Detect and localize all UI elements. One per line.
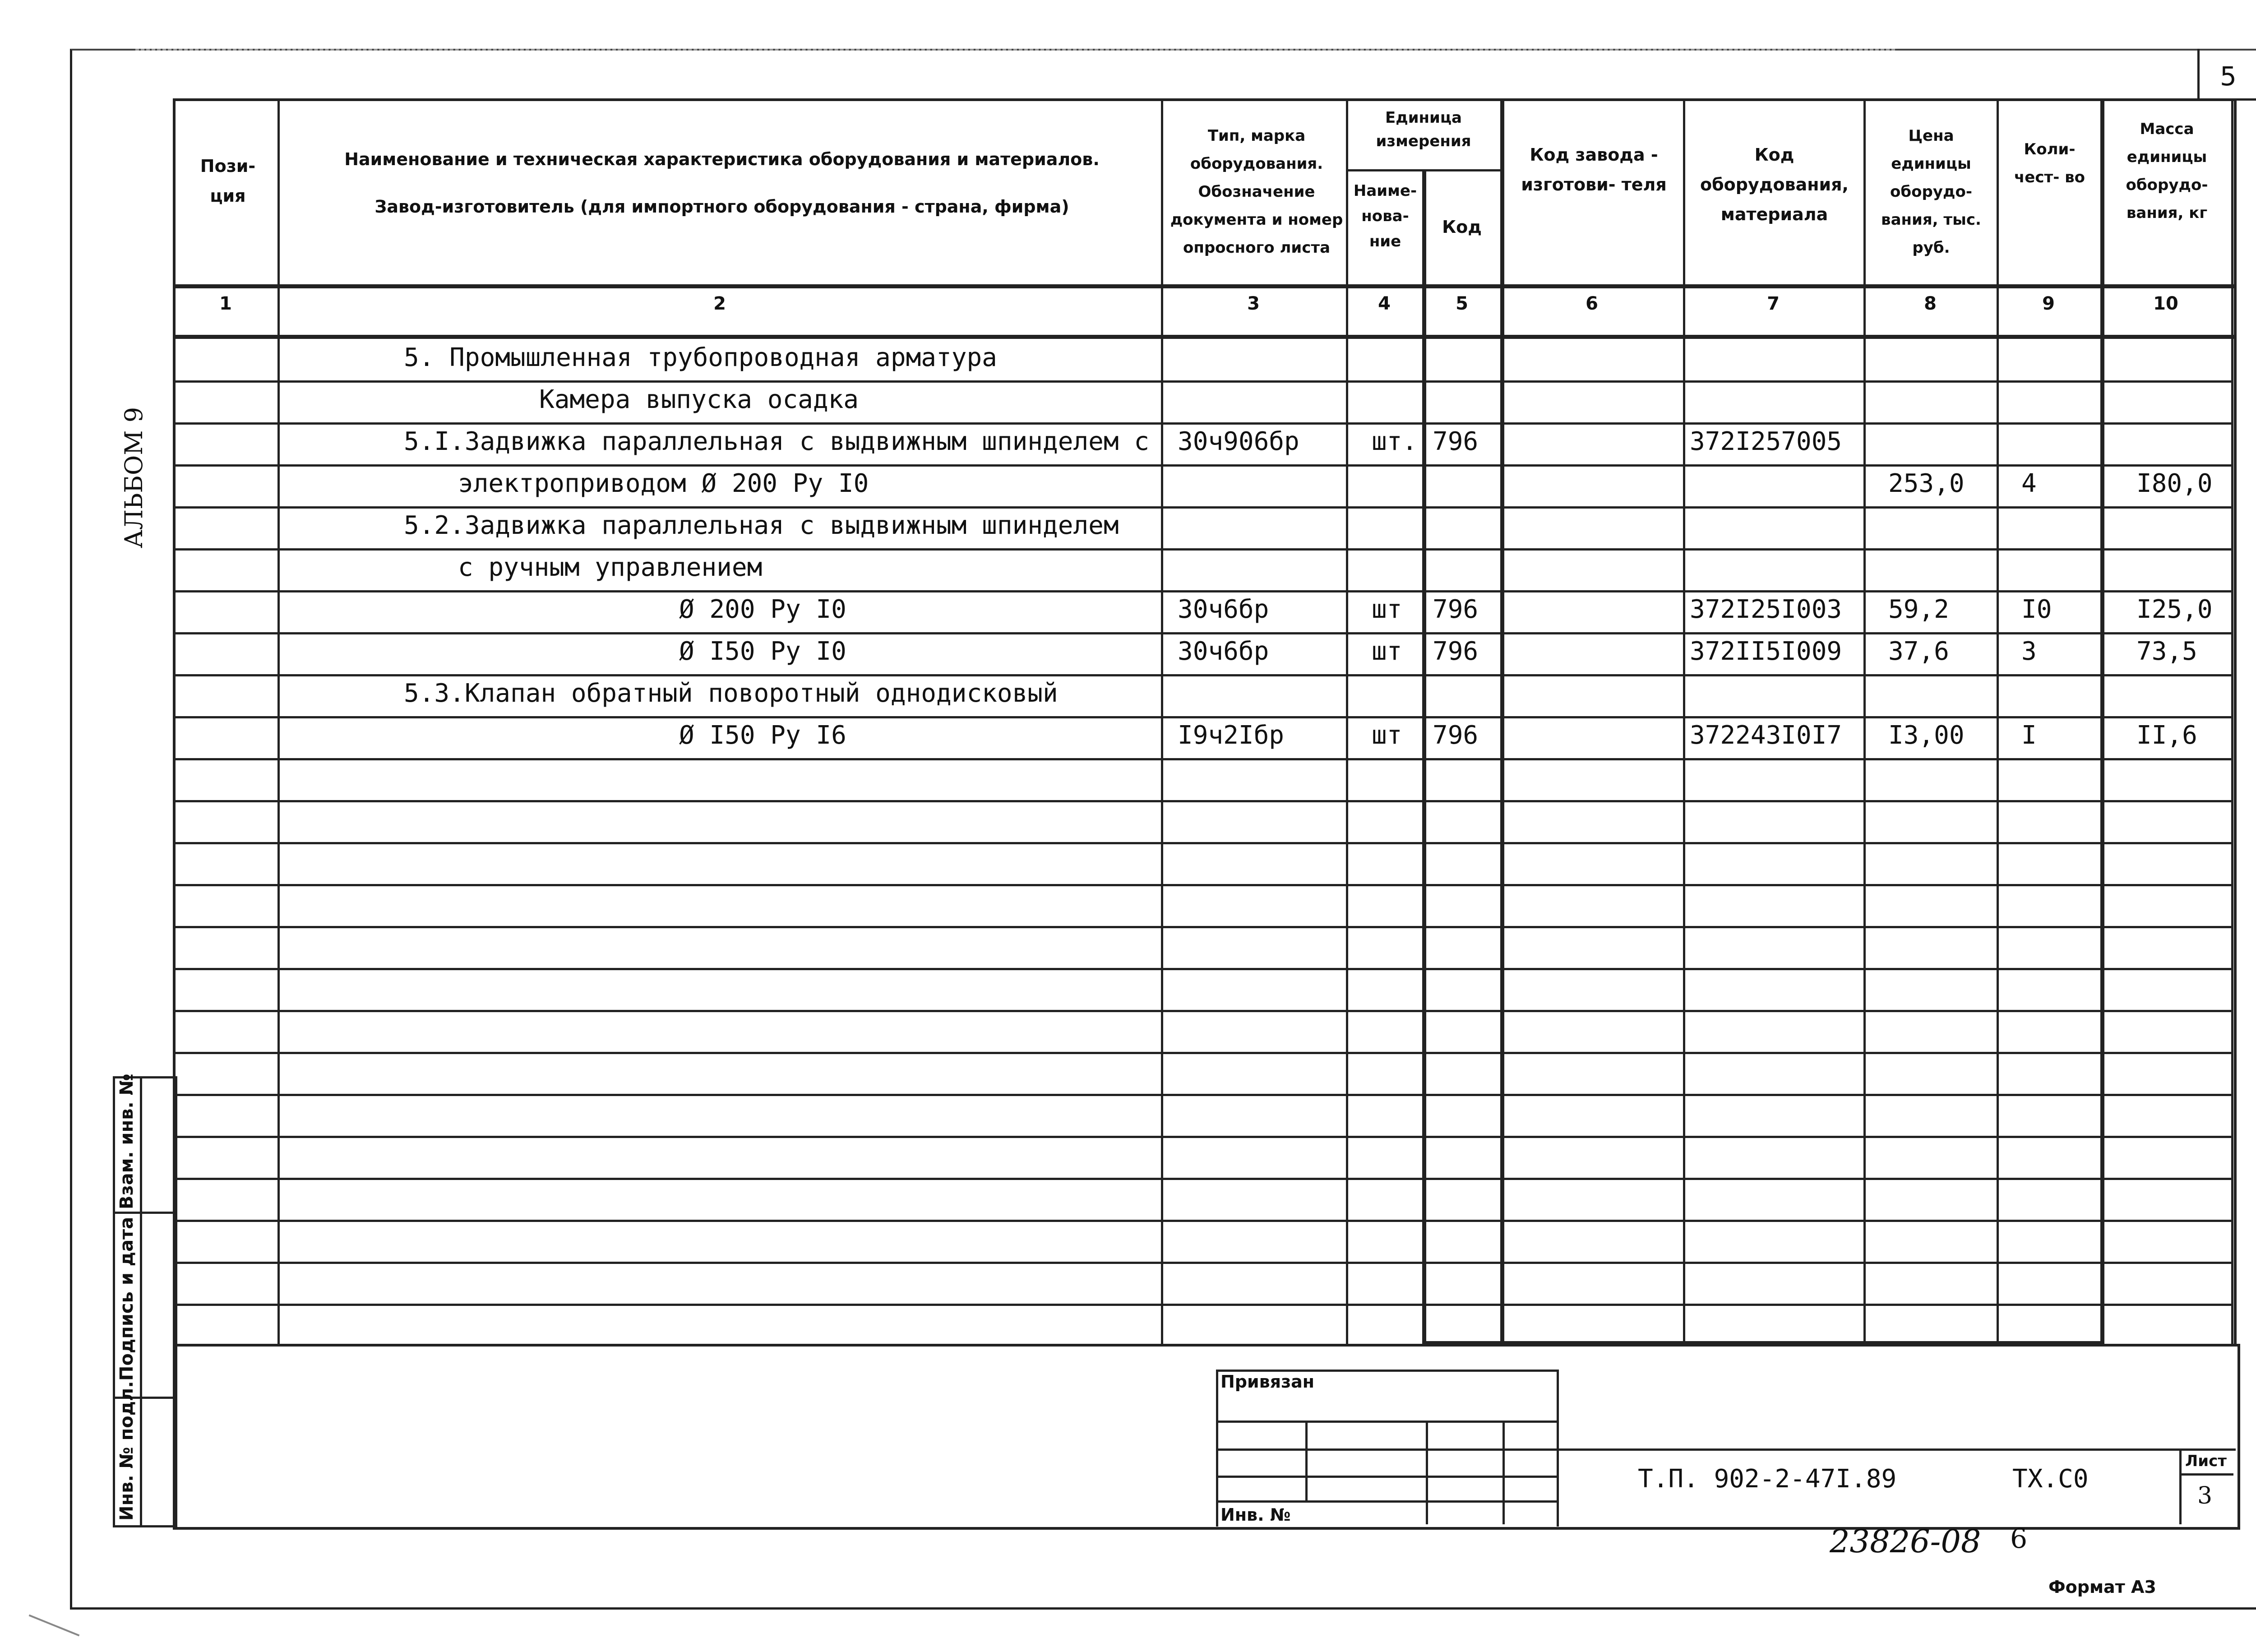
privyazan-line3 bbox=[1216, 1476, 1557, 1478]
item-code: 372243I0I7 bbox=[1690, 721, 1842, 750]
privyazan-vline2 bbox=[1426, 1421, 1428, 1524]
sheet-box-line bbox=[2179, 1473, 2233, 1476]
item-price: 59,2 bbox=[1888, 595, 1949, 624]
item-mass: II,6 bbox=[2136, 721, 2197, 750]
item-unit-code: 796 bbox=[1433, 637, 1479, 666]
row-line bbox=[173, 1220, 2233, 1222]
header-name-line1: Наименование и техническая характеристика оборудования и материалов. bbox=[344, 149, 1100, 169]
corner-number: 5 bbox=[2220, 61, 2237, 92]
item-unit-code: 796 bbox=[1433, 595, 1479, 624]
column-number: 10 bbox=[2153, 293, 2178, 314]
item-mass: I80,0 bbox=[2136, 469, 2213, 498]
item-mass: I25,0 bbox=[2136, 595, 2213, 624]
row-line bbox=[173, 1052, 2233, 1054]
col-line-9 bbox=[2100, 98, 2104, 1345]
row-line bbox=[173, 548, 2233, 551]
col-line-4 bbox=[1422, 169, 1426, 1345]
item-code: 372I25I003 bbox=[1690, 595, 1842, 624]
row-line bbox=[173, 590, 2233, 592]
item-qty: I0 bbox=[2021, 595, 2052, 624]
sheet-number: 3 bbox=[2197, 1482, 2213, 1509]
column-number: 9 bbox=[2042, 293, 2055, 314]
privyazan-line4 bbox=[1216, 1500, 1557, 1503]
row-line bbox=[173, 422, 2233, 425]
col-line-1 bbox=[277, 98, 280, 1345]
header-name-line2: Завод-изготовитель (для импортного оборудования - страна, фирма) bbox=[374, 197, 1069, 217]
col-line-8 bbox=[1997, 98, 1999, 1345]
album-label: АЛЬБОМ 9 bbox=[120, 407, 148, 548]
row-line bbox=[173, 884, 2233, 886]
row-line bbox=[173, 1304, 2233, 1306]
column-number: 7 bbox=[1767, 293, 1780, 314]
handwritten-number: 23826-08 bbox=[1830, 1523, 1981, 1560]
item-name: Ø I50 Ру I6 bbox=[679, 721, 846, 750]
row-line bbox=[173, 506, 2233, 509]
col-line-10 bbox=[2231, 98, 2233, 1345]
item-code: 372II5I009 bbox=[1690, 637, 1842, 666]
header-equip-code: Код оборудования, материала bbox=[1700, 145, 1849, 224]
side-stamp-sep1 bbox=[113, 1212, 176, 1214]
privyazan-label: Привязан bbox=[1220, 1372, 1315, 1392]
row-line bbox=[173, 632, 2233, 634]
column-number: 4 bbox=[1378, 293, 1391, 314]
side-stamp-replace: Взам. инв. № bbox=[116, 1074, 137, 1209]
header-bottom-line bbox=[173, 284, 2235, 288]
column-number: 5 bbox=[1456, 293, 1468, 314]
item-unit: шт bbox=[1372, 637, 1402, 666]
format-label: Формат А3 bbox=[2048, 1577, 2156, 1597]
item-qty: 4 bbox=[2021, 469, 2037, 498]
handwritten-extra: 6 bbox=[2010, 1523, 2028, 1555]
row-line bbox=[173, 968, 2233, 970]
item-type: I9ч2Iбр bbox=[1178, 721, 1285, 750]
col-line-3 bbox=[1346, 98, 1348, 1345]
row-line bbox=[173, 1136, 2233, 1138]
item-unit: шт. bbox=[1372, 427, 1418, 456]
item-code: 372I257005 bbox=[1690, 427, 1842, 456]
header-unit-group: Единица измерения bbox=[1376, 109, 1471, 150]
row-line bbox=[173, 800, 2233, 802]
header-factory-code: Код завода - изготови- теля bbox=[1521, 145, 1667, 194]
header-type: Тип, марка оборудования. Обозначение документа и номер опросного листа bbox=[1170, 127, 1343, 257]
item-type: 30ч906бр bbox=[1178, 427, 1299, 456]
item-name: 5.3.Клапан обратный поворотный однодисковый bbox=[404, 679, 1058, 708]
item-name: Камера выпуска осадка bbox=[539, 385, 859, 414]
header-pos: Пози- ция bbox=[200, 156, 256, 206]
doc-suffix: ТХ.С0 bbox=[2012, 1464, 2089, 1494]
row-line bbox=[173, 380, 2233, 383]
header-unit-code: Код bbox=[1442, 217, 1482, 237]
header-qty: Коли- чест- во bbox=[2014, 140, 2085, 186]
side-stamp-inv: Инв. № подл. bbox=[116, 1381, 137, 1521]
item-price: 37,6 bbox=[1888, 637, 1949, 666]
item-unit-code: 796 bbox=[1433, 427, 1479, 456]
privyazan-line2 bbox=[1216, 1448, 1557, 1451]
item-name: 5. Промышленная трубопроводная арматура bbox=[404, 343, 997, 372]
column-number: 1 bbox=[219, 293, 232, 314]
side-stamp-divider bbox=[140, 1076, 142, 1525]
sheet-label: Лист bbox=[2185, 1452, 2227, 1470]
item-qty: 3 bbox=[2021, 637, 2037, 666]
item-type: 30ч6бр bbox=[1178, 595, 1269, 624]
privyazan-line1 bbox=[1216, 1421, 1557, 1423]
column-number: 3 bbox=[1247, 293, 1260, 314]
column-number: 8 bbox=[1924, 293, 1937, 314]
row-line bbox=[173, 758, 2233, 760]
privyazan-vline1 bbox=[1305, 1421, 1308, 1502]
privyazan-vline3 bbox=[1502, 1421, 1505, 1524]
row-line bbox=[173, 1178, 2233, 1180]
header-unit-name: Наиме- нова- ние bbox=[1353, 182, 1417, 250]
column-number: 6 bbox=[1586, 293, 1598, 314]
row-line bbox=[173, 674, 2233, 676]
item-unit: шт bbox=[1372, 721, 1402, 750]
item-unit-code: 796 bbox=[1433, 721, 1479, 750]
inv-no-label: Инв. № bbox=[1220, 1505, 1291, 1525]
row-line bbox=[173, 464, 2233, 467]
header-mass: Масса единицы оборудо- вания, кг bbox=[2126, 120, 2208, 222]
item-mass: 73,5 bbox=[2136, 637, 2197, 666]
item-name: с ручным управлением bbox=[458, 553, 763, 582]
col-line-6 bbox=[1683, 98, 1685, 1345]
item-qty: I bbox=[2021, 721, 2037, 750]
col-line-7 bbox=[1863, 98, 1866, 1345]
item-unit: шт bbox=[1372, 595, 1402, 624]
header-price: Цена единицы оборудо- вания, тыс. руб. bbox=[1881, 127, 1981, 257]
doc-code: Т.П. 902-2-47I.89 bbox=[1638, 1464, 1897, 1494]
row-line bbox=[173, 842, 2233, 844]
side-stamp-signature: Подпись и дата bbox=[116, 1217, 137, 1381]
privyazan-box bbox=[1216, 1370, 1559, 1527]
row-line bbox=[173, 1010, 2233, 1012]
item-name: электроприводом Ø 200 Ру I0 bbox=[458, 469, 869, 498]
colnum-bottom-line bbox=[173, 335, 2235, 339]
row-line bbox=[173, 926, 2233, 928]
top-dash-line bbox=[135, 49, 1895, 51]
item-name: 5.2.Задвижка параллельная с выдвижным шпинделем bbox=[404, 511, 1119, 540]
doc-code-top bbox=[1554, 1448, 2236, 1451]
scan-mark bbox=[29, 1615, 80, 1637]
col-line-2 bbox=[1161, 98, 1163, 1345]
row-line bbox=[173, 1094, 2233, 1096]
row-line bbox=[173, 716, 2233, 718]
item-price: I3,00 bbox=[1888, 721, 1965, 750]
item-price: 253,0 bbox=[1888, 469, 1965, 498]
item-name: Ø 200 Ру I0 bbox=[679, 595, 846, 624]
col-line-5 bbox=[1500, 98, 1504, 1345]
item-name: Ø I50 Ру I0 bbox=[679, 637, 846, 666]
item-type: 30ч6бр bbox=[1178, 637, 1269, 666]
column-number: 2 bbox=[713, 293, 726, 314]
row-line bbox=[173, 1262, 2233, 1264]
title-block bbox=[173, 1344, 2240, 1530]
item-name: 5.I.Задвижка параллельная с выдвижным шпинделем с bbox=[404, 427, 1150, 456]
